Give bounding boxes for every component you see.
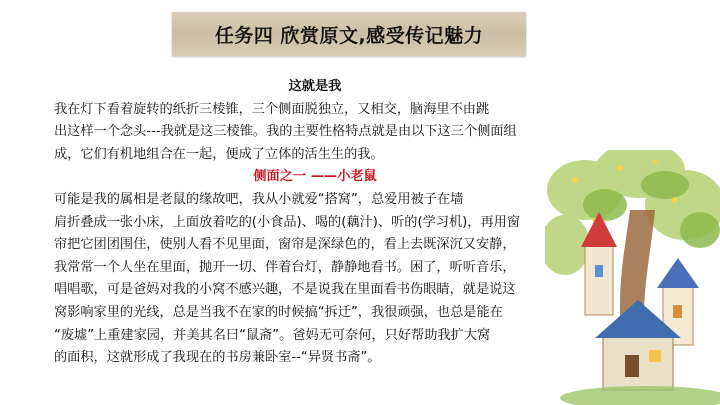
paragraph-line: 的面积，这就形成了我现在的书房兼卧室--“异贤书斋”。: [54, 350, 381, 366]
paragraph-line: 帘把它团团围住，使别人看不见里面，窗帘是深绿色的，看上去既深沉又安静，: [54, 237, 516, 253]
page-title: 任务四 欣赏原文,感受传记魅力: [214, 24, 484, 47]
article-heading: 这就是我: [288, 79, 342, 94]
paragraph-line: 我常常一个人坐在里面，抛开一切、伴着台灯，静静地看书。困了，听听音乐，: [54, 259, 516, 275]
paragraph-line: 我在灯下看着旋转的纸折三棱锥，三个侧面脱独立，又相交，脑海里不由跳: [54, 101, 490, 117]
paragraph-line: 出这样一个念头---我就是这三棱锥。我的主要性格特点就是由以下这三个侧面组: [54, 124, 517, 140]
paragraph-line: 唱唱歌，可是爸妈对我的小窝不感兴趣，不是说我在里面看书伤眼睛，就是说这: [54, 282, 516, 298]
castle-tree-illustration: [545, 150, 720, 405]
paragraph-line: 成，它们有机地组合在一起，便成了立体的活生生的我。: [54, 146, 384, 162]
paragraph-line: 可能是我的属相是老鼠的缘故吧，我从小就爱“搭窝”，总爱用被子在墙: [54, 191, 464, 207]
paragraph-line: “废墟”上重建家园，并美其名曰“鼠斋”。爸妈无可奈何，只好帮助我扩大窝: [54, 327, 491, 343]
paragraph-line: 肩折叠成一张小床，上面放着吃的(小食品)、喝的(藕汁)、听的(学习机)，再用窗: [54, 214, 521, 230]
title-banner: [172, 12, 526, 56]
article-body: [54, 76, 576, 370]
section-heading: 侧面之一 ——小老鼠: [253, 169, 377, 185]
paragraph-line: 窝影响家里的光线，总是当我不在家的时候搞“拆迁”，我很顽强，也总是能在: [54, 304, 503, 320]
